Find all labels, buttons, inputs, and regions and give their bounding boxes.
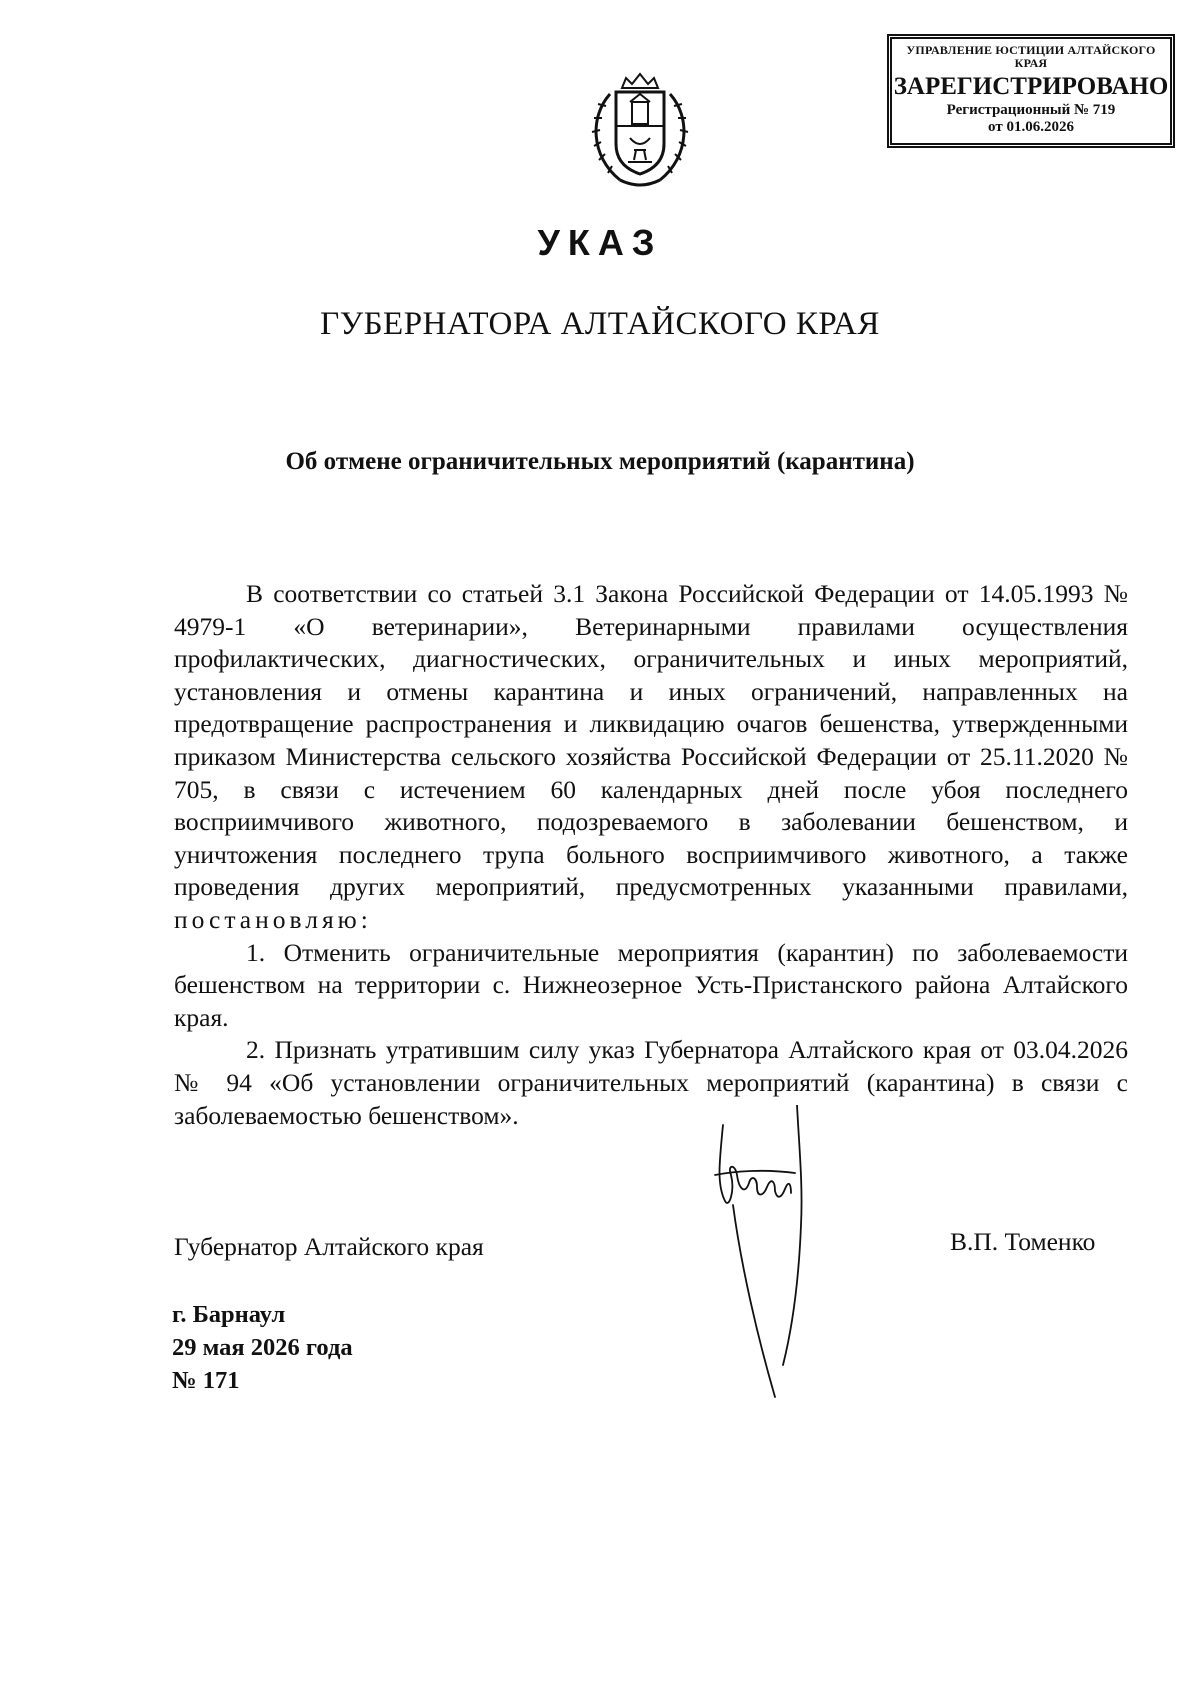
- document-footer: [172, 1298, 353, 1397]
- stamp-organization: УПРАВЛЕНИЕ ЮСТИЦИИ АЛТАЙСКОГО КРАЯ: [906, 43, 1156, 70]
- handwritten-signature: [705, 1105, 855, 1405]
- preamble-text: В соответствии со статьей 3.1 Закона Российской Федерации от 14.05.1993 № 4979-1 «О ветеринарии», Ветеринарными правилами осуществления профилактических, диагностических, ограничительных и иных мероприятий, установления и отмены карантина и иных ограничений, направленных на предотвращение распространения и ликвидацию очагов бешенства, утвержденными приказом Министерства сельского хозяйства Российской Федерации от 25.11.2020 № 705, в связи с истечением 60 календарных дней после убоя последнего восприимчивого животного, подозреваемого в заболевании бешенством, и уничтожения последнего трупа больного восприимчивого животного, а также проведения других мероприятий, предусмотренных указанными правилами,: [174, 579, 1128, 902]
- preamble-paragraph: [174, 578, 1128, 937]
- item-2-paragraph: 2. Признать утратившим силу указ Губернатора Алтайского края от 03.04.2026 № 94 «Об установлении ограничительных мероприятий (карантина) в связи с заболеваемостью бешенством».: [174, 1035, 1128, 1130]
- registration-stamp: [887, 34, 1175, 148]
- document-type-title: УКАЗ: [537, 222, 663, 263]
- item-1-paragraph: 1. Отменить ограничительные мероприятия (карантин) по заболеваемости бешенством на территории с. Нижнеозерное Усть-Пристанского района Алтайского края.: [174, 937, 1128, 1032]
- stamp-date: от 01.06.2026: [988, 119, 1074, 135]
- document-issuer-title: ГУБЕРНАТОРА АЛТАЙСКОГО КРАЯ: [320, 306, 880, 342]
- document-subject: Об отмене ограничительных мероприятий (карантина): [285, 448, 915, 475]
- resolve-word: постановляю:: [174, 904, 372, 934]
- stamp-registration-number: Регистрационный № 719: [946, 102, 1116, 118]
- signatory-position: Губернатор Алтайского края: [174, 1232, 484, 1261]
- altai-krai-coat-of-arms-icon: [576, 66, 704, 194]
- issue-place: г. Барнаул: [172, 1301, 286, 1328]
- issue-date: 29 мая 2026 года: [172, 1334, 353, 1361]
- stamp-status: ЗАРЕГИСТРИРОВАНО: [893, 73, 1169, 100]
- document-body: [174, 578, 1128, 1132]
- signatory-name: В.П. Томенко: [950, 1227, 1096, 1256]
- document-number: № 171: [172, 1367, 240, 1394]
